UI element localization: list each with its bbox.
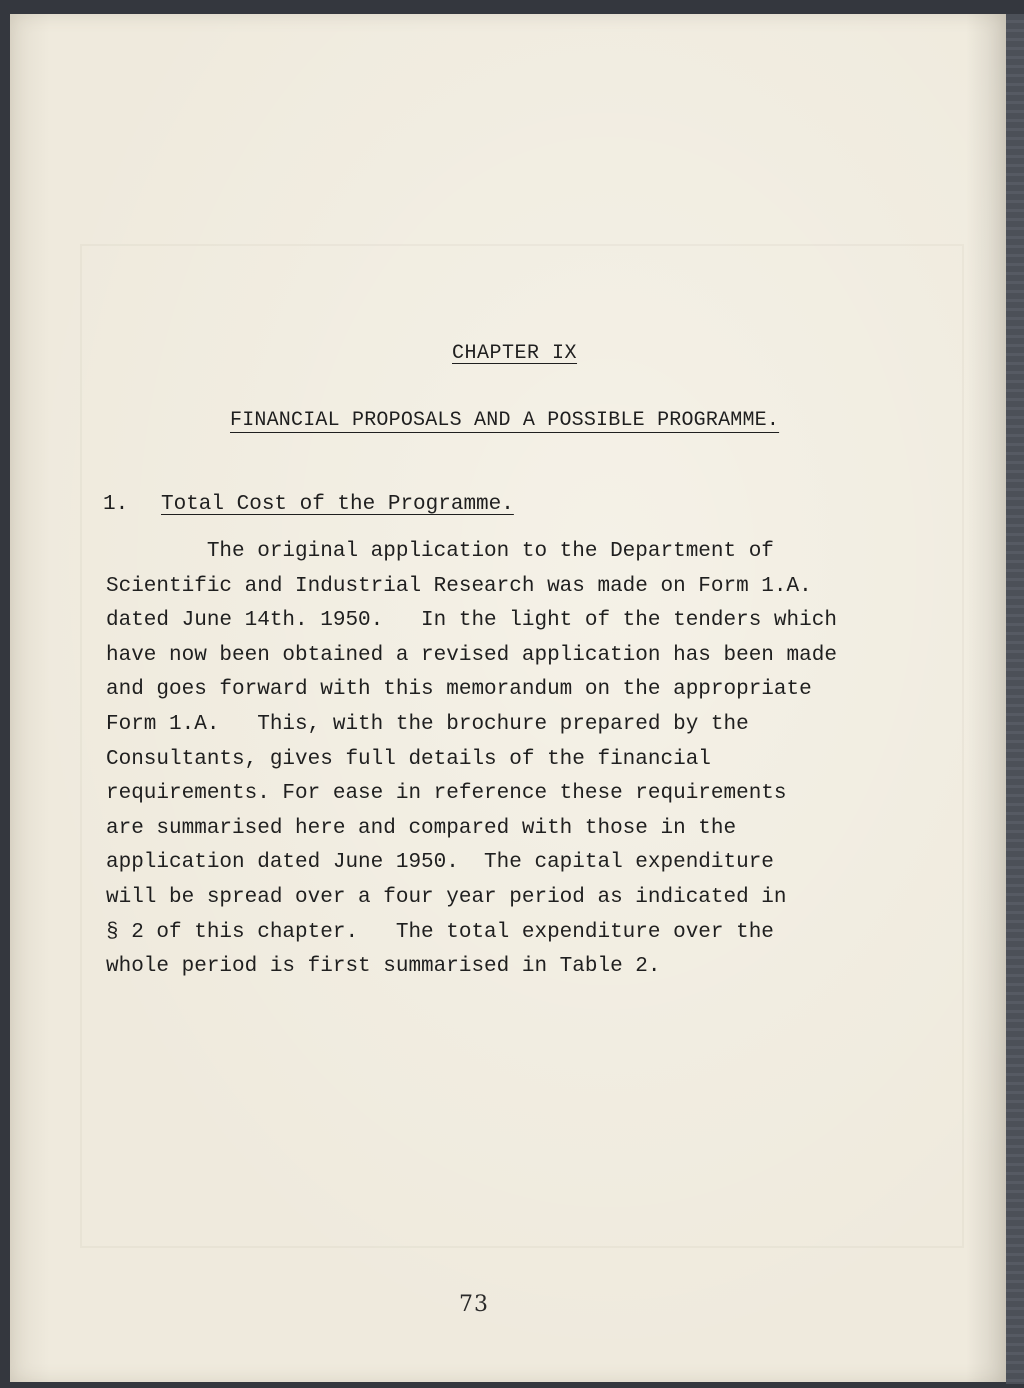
body-paragraph (106, 535, 966, 985)
paragraph-line: dated June 14th. 1950. In the light of the tenders which (106, 609, 837, 633)
page-number: 73 (459, 1292, 489, 1317)
paragraph-line: § 2 of this chapter. The total expenditure over the (106, 920, 774, 944)
section-heading (103, 493, 514, 516)
paragraph-line: are summarised here and compared with those in the (106, 816, 737, 840)
section-number: 1. (103, 493, 129, 516)
paragraph-line: requirements. For ease in reference these requirements (106, 782, 787, 806)
paragraph-line: Consultants, gives full details of the financial (106, 747, 711, 771)
paragraph-line: Scientific and Industrial Research was made on Form 1.A. (106, 574, 812, 598)
paragraph-line: and goes forward with this memorandum on the appropriate (106, 678, 812, 702)
paragraph-line: The original application to the Department of (106, 540, 774, 563)
section-title: Total Cost of the Programme. (161, 493, 514, 516)
paragraph-line: have now been obtained a revised application has been made (106, 643, 837, 667)
document-title: FINANCIAL PROPOSALS AND A POSSIBLE PROGRAMME. (230, 409, 780, 432)
chapter-heading: CHAPTER IX (452, 342, 578, 365)
paragraph-line: will be spread over a four year period as indicated in (106, 885, 787, 909)
document-page (10, 14, 1006, 1382)
paragraph-line: application dated June 1950. The capital expenditure (106, 851, 774, 875)
paragraph-line: whole period is first summarised in Table 2. (106, 955, 661, 979)
page-edge-strip (1006, 14, 1024, 1384)
paragraph-line: Form 1.A. This, with the brochure prepared by the (106, 712, 749, 736)
